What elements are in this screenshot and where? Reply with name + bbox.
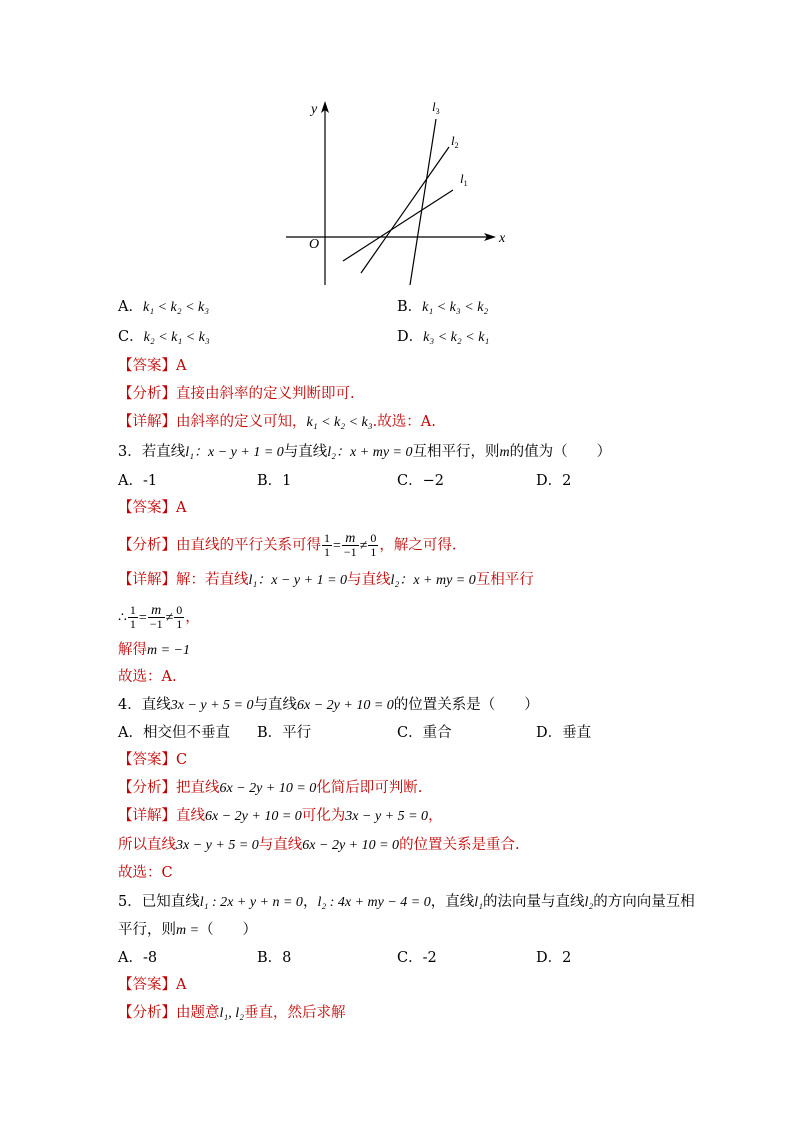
q4-choose: 故选：C <box>118 865 173 881</box>
l2-label: $l_2$ <box>451 133 459 150</box>
origin-label: O <box>309 237 320 252</box>
q3-option-b: B．1 <box>257 473 292 489</box>
q4-option-b: B．平行 <box>257 725 312 741</box>
q5-option-c: C．-2 <box>397 950 437 966</box>
q4-detail: 【详解】直线6x − 2y + 10 = 0可化为3x − y + 5 = 0， <box>118 808 443 824</box>
q2-option-a: A．k₁ < k₂ < k₃ <box>118 299 210 315</box>
q5-stem-line2: 平行，则m =（ ） <box>118 922 258 938</box>
q5-option-b: B．8 <box>257 950 292 966</box>
q4-stem: 4．直线3x − y + 5 = 0与直线6x − 2y + 10 = 0的位置关系是（ ） <box>118 697 539 713</box>
fraction: $\frac{m}{-1}$ <box>343 531 357 559</box>
fraction: $\frac{0}{1}$ <box>176 603 183 631</box>
q2-option-c: C．k₂ < k₁ < k₃ <box>118 329 210 345</box>
y-axis-label: y <box>311 102 318 117</box>
q3-option-a: A．-1 <box>118 473 158 489</box>
q3-stem: 3．若直线l₁：x − y + 1 = 0与直线l₂：x + my = 0互相平行，则m的值为（ ） <box>118 444 612 460</box>
q3-option-d: D．2 <box>536 473 572 489</box>
lines-figure <box>286 95 526 295</box>
q5-option-a: A．-8 <box>118 950 158 966</box>
q4-option-c: C．重合 <box>397 725 452 741</box>
q4-detail-line2: 所以直线3x − y + 5 = 0与直线6x − 2y + 10 = 0的位置关系是重合. <box>118 837 520 853</box>
x-axis-label: x <box>499 231 506 246</box>
line-l1 <box>343 190 453 261</box>
q2-answer: 【答案】A <box>118 358 187 374</box>
fraction: $\frac{m}{-1}$ <box>149 603 163 631</box>
q5-answer: 【答案】A <box>118 977 187 993</box>
q3-detail-fraction: ∴ $\frac{1}{1}$ = $\frac{m}{-1}$ ≠ $\frac{0}{1}$ ， <box>118 603 200 631</box>
l1-label: $l_1$ <box>460 171 468 188</box>
line-l2 <box>361 147 449 273</box>
fraction: $\frac{0}{1}$ <box>370 531 377 559</box>
line-l3 <box>410 119 436 285</box>
q4-option-d: D．垂直 <box>536 725 592 741</box>
q3-solve: 解得m = −1 <box>118 642 191 658</box>
q3-detail: 【详解】解：若直线l₁：x − y + 1 = 0与直线l₂：x + my = 0互相平行 <box>118 572 534 588</box>
q3-option-c: C．−2 <box>397 473 444 489</box>
q4-option-a: A．相交但不垂直 <box>118 725 230 741</box>
fraction: $\frac{1}{1}$ <box>129 603 136 631</box>
l3-label: $l_3$ <box>432 99 440 116</box>
q2-option-d: D．k₃ < k₂ < k₁ <box>397 329 490 345</box>
q2-analysis: 【分析】直接由斜率的定义判断即可. <box>118 386 355 402</box>
fraction: $\frac{1}{1}$ <box>324 531 330 559</box>
q2-option-b: B．k₁ < k₃ < k₂ <box>397 299 489 315</box>
q4-answer: 【答案】C <box>118 752 188 768</box>
q3-answer: 【答案】A <box>118 500 187 516</box>
q5-stem: 5．已知直线l₁ : 2x + y + n = 0，l₂ : 4x + my − 4 = 0，直线l₁的法向量与直线l₂的方向向量互相 <box>118 894 695 910</box>
q3-analysis: 【分析】由直线的平行关系可得 $\frac{1}{1}$ = $\frac{m}{-1}$ ≠ $\frac{0}{1}$ ，解之可得. <box>118 531 457 559</box>
q5-analysis: 【分析】由题意l₁, l₂垂直，然后求解 <box>118 1005 346 1021</box>
q4-analysis: 【分析】把直线6x − 2y + 10 = 0化简后即可判断. <box>118 780 423 796</box>
q3-choose: 故选：A. <box>118 669 177 685</box>
q2-detail: 【详解】由斜率的定义可知，k₁ < k₂ < k₃.故选：A. <box>118 414 436 430</box>
q5-option-d: D．2 <box>536 950 572 966</box>
